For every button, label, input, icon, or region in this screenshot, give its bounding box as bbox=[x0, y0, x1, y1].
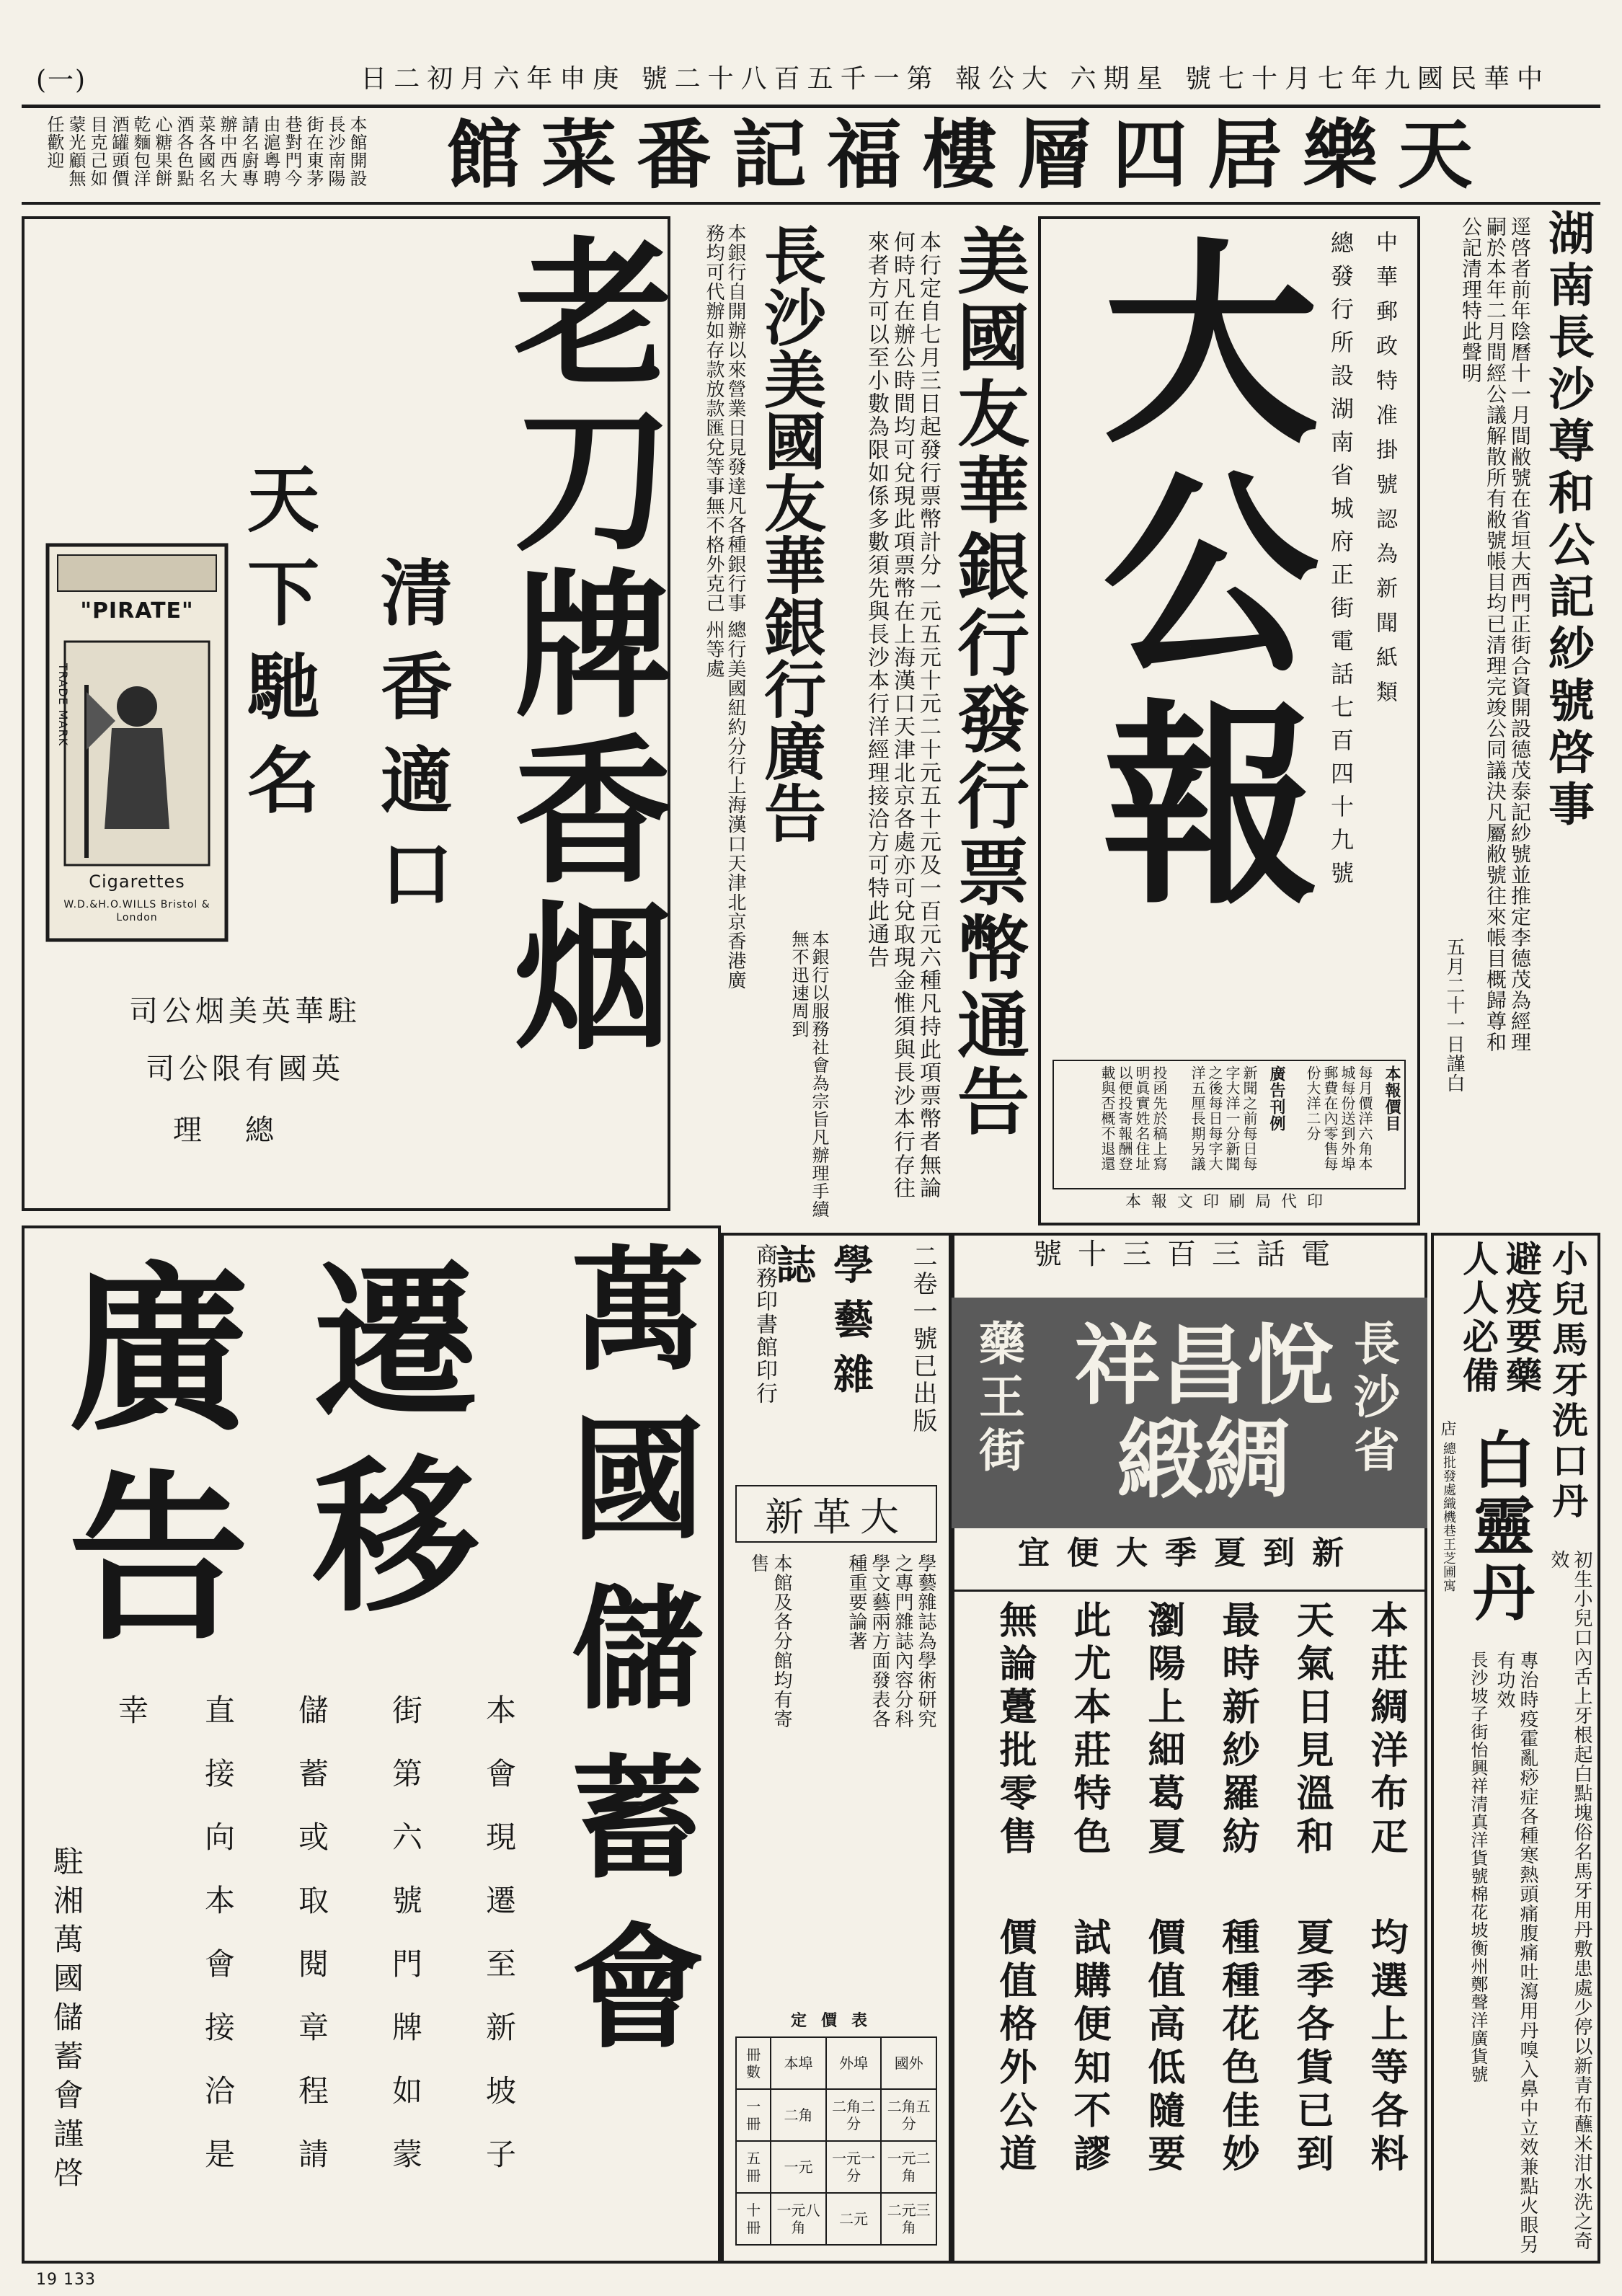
list-item: 瀏陽上細葛夏 bbox=[1141, 1600, 1185, 1860]
dagongbao-price-text: 每月價洋六角本城每份送到外埠郵費在內零售每份大洋二分 bbox=[1304, 1065, 1373, 1171]
magazine-table-title: 定價表 bbox=[790, 2011, 882, 2030]
silk-items bbox=[966, 1600, 1413, 2249]
list-item: 天氣日見溫和 bbox=[1290, 1600, 1334, 1860]
table-row bbox=[736, 2193, 936, 2245]
savings-line3: 儲蓄或取閱章程請 bbox=[294, 1694, 329, 2202]
dagongbao-office: 總發行所設湖南省城府正街電話七百四十九號 bbox=[1327, 231, 1355, 894]
pack-brand: "PIRATE" bbox=[80, 598, 194, 624]
magazine-box-title: 大革新 bbox=[735, 1485, 937, 1543]
savings-line2: 街第六號門牌如蒙 bbox=[388, 1694, 423, 2202]
pack-sub: Cigarettes bbox=[89, 872, 185, 892]
cigarette-company1: 駐華英美烟公司 bbox=[129, 995, 361, 1028]
cigarette-slogan1: 清香適口 bbox=[368, 555, 453, 930]
table-cell: 一元八角 bbox=[771, 2193, 826, 2245]
dagongbao-print-note: 本報文印刷局代印 bbox=[1125, 1193, 1333, 1211]
silk-banner: 新到夏季大便宜 bbox=[1018, 1535, 1361, 1572]
table-cell: 五冊 bbox=[736, 2141, 771, 2193]
silk-store-name: 悅昌祥綢緞 bbox=[1074, 1315, 1334, 1510]
silk-phone: 電話三百三十號 bbox=[1033, 1238, 1346, 1271]
silk-sub: 藥王街 bbox=[971, 1319, 1025, 1479]
table-cell: 二元三角 bbox=[881, 2193, 936, 2245]
list-item: 本莊綢洋布疋 bbox=[1364, 1600, 1408, 1860]
table-header: 本埠 bbox=[771, 2037, 826, 2089]
medicine-title2: 避疫要藥人人必備 bbox=[1457, 1240, 1543, 1396]
medicine-text1: 初生小兒口內舌上牙根起白點塊俗名馬牙用丹敷患處少停以新青布蘸米泔水洗之奇效 bbox=[1548, 1550, 1592, 2251]
dagongbao-ad-title: 廣告刊例 bbox=[1267, 1065, 1286, 1132]
bank-notice-title: 美國友華銀行發行票幣通告 bbox=[945, 223, 1030, 1140]
table-row bbox=[736, 2089, 936, 2141]
list-item: 均選上等各料 bbox=[1364, 1918, 1408, 2177]
table-header: 外埠 bbox=[826, 2037, 882, 2089]
table-header: 國外 bbox=[881, 2037, 936, 2089]
medicine-dealer: 總批發處織機巷王芝圃寓 bbox=[1441, 1442, 1456, 1592]
savings-line5: 幸 bbox=[114, 1694, 149, 1729]
savings-title: 萬國儲蓄會 bbox=[549, 1240, 706, 2087]
dagongbao-license: 中華郵政特准掛號認為新聞紙類 bbox=[1372, 231, 1397, 715]
cigarette-company2: 英國有限公司 bbox=[146, 1052, 345, 1086]
list-item: 種種花色佳妙 bbox=[1215, 1918, 1259, 2177]
dagongbao-price-title: 本報價目 bbox=[1383, 1065, 1401, 1132]
table-cell: 二角 bbox=[771, 2089, 826, 2141]
table-cell: 一元 bbox=[771, 2141, 826, 2193]
dagongbao-footnote: 投函先於稿上寫明眞實姓名住址以便投寄報酬登載與否概不退還 bbox=[1099, 1065, 1168, 1171]
table-row bbox=[736, 2141, 936, 2193]
magazine-price-table bbox=[735, 2036, 937, 2253]
magazine-publisher: 商務印書館印行 bbox=[752, 1244, 777, 1405]
magazine-title: 學藝雜誌 bbox=[769, 1244, 874, 1408]
table-cell: 二元 bbox=[826, 2193, 882, 2245]
list-item: 價值格外公道 bbox=[993, 1918, 1037, 2177]
notice-right-closing: 五月二十一日謹白 bbox=[1443, 937, 1465, 1093]
savings-line1: 本會現遷至新坡子 bbox=[482, 1694, 517, 2202]
footer-stamp: 19 133 bbox=[36, 2271, 96, 2289]
pack-trade: TRADE MARK bbox=[56, 663, 70, 747]
list-item: 此尤本莊特色 bbox=[1067, 1600, 1111, 1860]
cigarette-title: 老刀牌香烟 bbox=[487, 231, 674, 1060]
bank-ad-title: 長沙美國友華銀行廣告 bbox=[753, 223, 826, 843]
list-item: 最時新紗羅紡 bbox=[1215, 1600, 1259, 1860]
table-cell: 一元二角 bbox=[881, 2141, 936, 2193]
table-cell: 十冊 bbox=[736, 2193, 771, 2245]
medicine-sellers: 長沙坡子街怡興祥清真洋貨號棉花坡衡州鄭聲洋廣貨號 bbox=[1468, 1651, 1488, 2083]
cigarette-slogan2: 天下馳名 bbox=[235, 461, 320, 836]
savings-sign: 駐湘萬國儲蓄會謹啓 bbox=[49, 1845, 84, 2196]
move-ad-title1: 遷移 bbox=[285, 1254, 479, 1644]
medicine-title1: 小兒馬牙洗口丹 bbox=[1546, 1240, 1589, 1522]
tianle-restaurant-text: 本館開設長沙南陽街在東茅巷對門今由滬粵聘請名廚專辦中西大菜各國名酒各色點心糖果餅乾麵包洋酒罐頭價目克己如蒙光顧無任歡迎 bbox=[44, 115, 367, 187]
table-cell: 二角五分 bbox=[881, 2089, 936, 2141]
bank-ad-text2: 總行美國紐約分行上海漢口天津北京香港廣州等處 bbox=[703, 620, 746, 990]
list-item: 夏季各貨已到 bbox=[1290, 1918, 1334, 2177]
tianle-restaurant-title: 天樂居四層樓福記番菜館 bbox=[446, 110, 1493, 199]
magazine-issue: 二卷一號已出版 bbox=[908, 1244, 937, 1435]
magazine-order: 本館及各分館均有寄售 bbox=[748, 1553, 792, 1729]
dagongbao-ad-text: 新聞之前每日每字大洋一分新聞之後每日每字大洋五厘長期另議 bbox=[1189, 1065, 1258, 1171]
medicine-dealer-note: 店 bbox=[1438, 1420, 1456, 1437]
list-item: 試購便知不謬 bbox=[1067, 1918, 1111, 2177]
move-ad-title2: 廣告 bbox=[38, 1254, 250, 1672]
list-item: 價值高低隨要 bbox=[1141, 1918, 1185, 2177]
page-number: (一) bbox=[36, 66, 87, 95]
cigarette-agent: 總理 bbox=[173, 1114, 317, 1147]
notice-right-title: 湖南長沙尊和公記紗號啓事 bbox=[1541, 209, 1595, 832]
bank-ad-text1: 本銀行自開辦以來營業日見發達凡各種銀行事務均可代辦如存款放款匯兌等事無不格外克己 bbox=[703, 223, 746, 613]
table-cell: 一元一分 bbox=[826, 2141, 882, 2193]
notice-right-text: 逕啓者前年陰曆十一月間敝號在省垣大西門正街合資開設德茂泰記紗號並推定李德茂為經理嗣於本年二月間經公議解散所有敝號帳目均已清理完竣公同議決凡屬敝號往來帳目概歸尊和公記清理特此聲明 bbox=[1459, 216, 1532, 1052]
medicine-title3: 白靈丹 bbox=[1462, 1427, 1535, 1626]
masthead-date-line: 中華民國九年七月十七號 星期六 大公報 第一千五百八十二號 庚申年六月初二日 bbox=[360, 64, 1550, 94]
list-item: 無論躉批零售 bbox=[993, 1600, 1037, 1860]
bank-ad-text3: 本銀行以服務社會為宗旨凡辦理手續無不迅速周到 bbox=[789, 930, 829, 1218]
dagongbao-title: 大公報 bbox=[1066, 231, 1321, 923]
table-header: 冊數 bbox=[736, 2037, 771, 2089]
savings-line4: 直接向本會接洽是 bbox=[200, 1694, 236, 2202]
bank-notice-text: 本行定自七月三日起發行票幣計分一元五元十元二十元五十元及一百元六種凡持此項票幣者無論何時凡在辦公時間均可兌現此項票幣在上海漢口天津北京各處亦可兌取現金惟須與長沙本行存往來者方可以至小數為限如係多數須先與長沙本行洋經理接洽方可特此通告 bbox=[864, 231, 941, 1200]
medicine-text2: 專治時疫霍亂痧症各種寒熱頭痛腹痛吐瀉用丹嗅入鼻中立效兼點火眼另有功效 bbox=[1494, 1651, 1538, 2254]
magazine-text: 學藝雜誌為學術研究之專門雜誌內容分科學文藝兩方面發表各種重要論著 bbox=[846, 1553, 936, 1729]
table-cell: 一冊 bbox=[736, 2089, 771, 2141]
table-cell: 二角二分 bbox=[826, 2089, 882, 2141]
pack-maker: W.D.&H.O.WILLS Bristol & London bbox=[63, 899, 210, 923]
silk-location: 長沙省 bbox=[1346, 1319, 1400, 1479]
